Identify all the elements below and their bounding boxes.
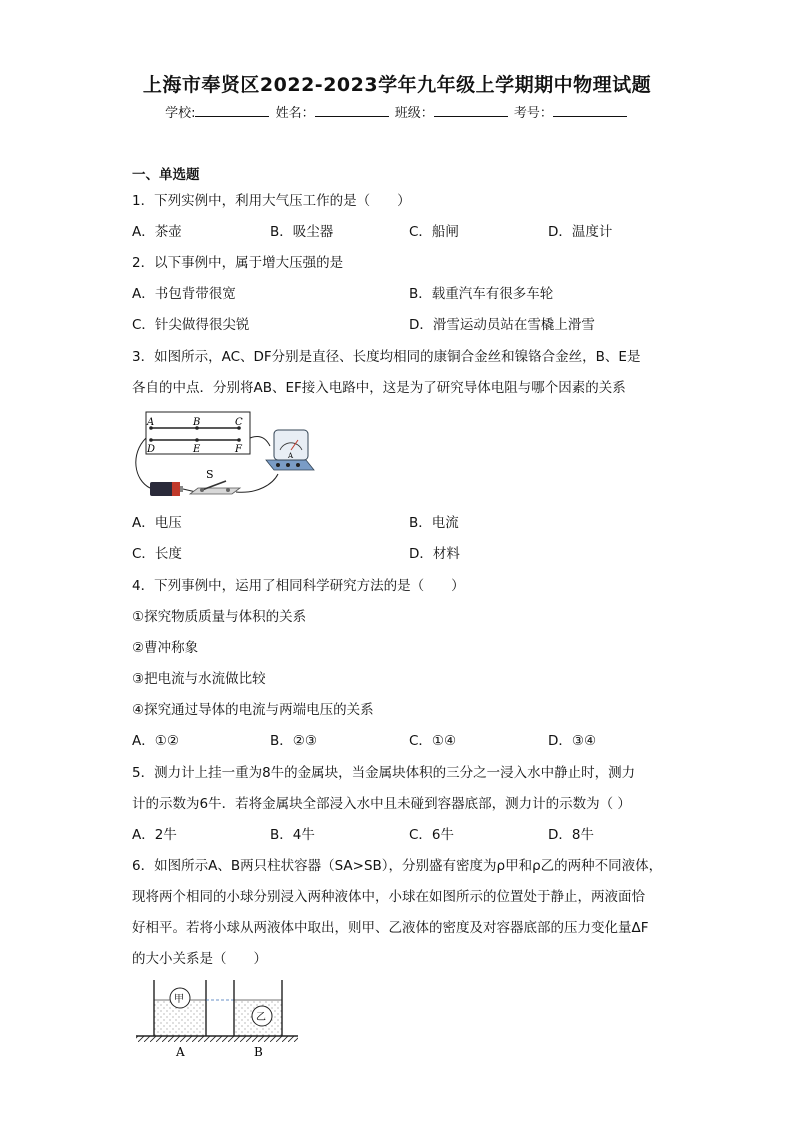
q3-option-b[interactable]: B．电流 [409, 515, 459, 531]
q3-circuit-figure [128, 404, 318, 504]
battery-icon [150, 482, 183, 496]
school-blank[interactable] [195, 104, 269, 117]
q3-option-a[interactable]: A．电压 [132, 515, 182, 531]
question-4-stem: 4．下列事例中，运用了相同科学研究方法的是（ ） [132, 578, 465, 594]
question-6-stem-line1: 6．如图所示A、B两只柱状容器（SA>SB），分别盛有密度为ρ甲和ρ乙的两种不同液体， [132, 858, 663, 874]
q3-label-a: A [147, 417, 155, 428]
q5-option-a[interactable]: A．2牛 [132, 827, 177, 843]
q1-option-b[interactable]: B．吸尘器 [270, 224, 334, 240]
student-info-row [0, 102, 794, 121]
q3-label-e: E [193, 444, 201, 455]
question-6-stem-line3: 好相平。若将小球从两液体中取出，则甲、乙液体的密度及对容器底部的压力变化量ΔF [132, 920, 649, 936]
q3-label-d: D [147, 444, 156, 455]
question-2-stem: 2．以下事例中，属于增大压强的是 [132, 255, 344, 271]
q2-option-b[interactable]: B．载重汽车有很多车轮 [409, 286, 554, 302]
q3-option-c[interactable]: C．长度 [132, 546, 182, 562]
q4-item-1: ①探究物质质量与体积的关系 [132, 609, 307, 625]
q1-option-d[interactable]: D．温度计 [548, 224, 613, 240]
q4-option-d[interactable]: D．③④ [548, 733, 597, 749]
school-label: 学校: [165, 106, 196, 121]
question-5-stem-line1: 5．测力计上挂一重为8牛的金属块，当金属块体积的三分之一浸入水中静止时，测力 [132, 765, 636, 781]
exam-number-blank[interactable] [553, 104, 627, 117]
q2-option-d[interactable]: D．滑雪运动员站在雪橇上滑雪 [409, 317, 595, 333]
q1-option-c[interactable]: C．船闸 [409, 224, 459, 240]
q6-containers-figure [132, 976, 302, 1060]
q5-option-c[interactable]: C．6牛 [409, 827, 455, 843]
ball-yi-label: 乙 [256, 1012, 266, 1023]
question-6-stem-line4: 的大小关系是（ ） [132, 951, 267, 967]
q3-label-c: C [235, 417, 243, 428]
switch-label: S [206, 468, 214, 481]
q5-option-d[interactable]: D．8牛 [548, 827, 594, 843]
container-b-label: B [254, 1045, 263, 1059]
section-heading: 一、单选题 [132, 167, 200, 183]
q4-option-a[interactable]: A．①② [132, 733, 179, 749]
q4-option-b[interactable]: B．②③ [270, 733, 317, 749]
question-5-stem-line2: 计的示数为6牛．若将金属块全部浸入水中且未碰到容器底部，测力计的示数为（ ） [132, 796, 631, 812]
question-3-stem-line1: 3．如图所示，AC、DF分别是直径、长度均相同的康铜合金丝和镍铬合金丝，B、E是 [132, 349, 641, 365]
q4-item-3: ③把电流与水流做比较 [132, 671, 266, 687]
q2-option-a[interactable]: A．书包背带很宽 [132, 286, 236, 302]
ammeter-icon [266, 430, 314, 470]
q2-option-c[interactable]: C．针尖做得很尖锐 [132, 317, 250, 333]
q1-option-a[interactable]: A．茶壶 [132, 224, 182, 240]
name-label: 姓名： [275, 106, 315, 121]
container-a-label: A [176, 1045, 185, 1059]
ball-jia-label: 甲 [174, 994, 184, 1005]
q4-item-4: ④探究通过导体的电流与两端电压的关系 [132, 702, 374, 718]
q3-label-b: B [193, 417, 201, 428]
q3-label-f: F [235, 444, 242, 455]
q5-option-b[interactable]: B．4牛 [270, 827, 315, 843]
ammeter-label: A [288, 452, 294, 460]
question-1-stem: 1．下列实例中，利用大气压工作的是（ ） [132, 193, 411, 209]
question-3-stem-line2: 各自的中点．分别将AB、EF接入电路中，这是为了研究导体电阻与哪个因素的关系 [132, 380, 626, 396]
exam-title: 上海市奉贤区2022-2023学年九年级上学期期中物理试题 [142, 74, 652, 96]
switch-icon [190, 481, 240, 494]
q4-option-c[interactable]: C．①④ [409, 733, 457, 749]
class-blank[interactable] [434, 104, 508, 117]
q4-item-2: ②曹冲称象 [132, 640, 199, 656]
name-blank[interactable] [315, 104, 389, 117]
class-label: 班级： [394, 106, 434, 121]
question-6-stem-line2: 现将两个相同的小球分别浸入两种液体中，小球在如图所示的位置处于静止，两液面恰 [132, 889, 645, 905]
q3-option-d[interactable]: D．材料 [409, 546, 460, 562]
exam-number-label: 考号： [513, 106, 553, 121]
